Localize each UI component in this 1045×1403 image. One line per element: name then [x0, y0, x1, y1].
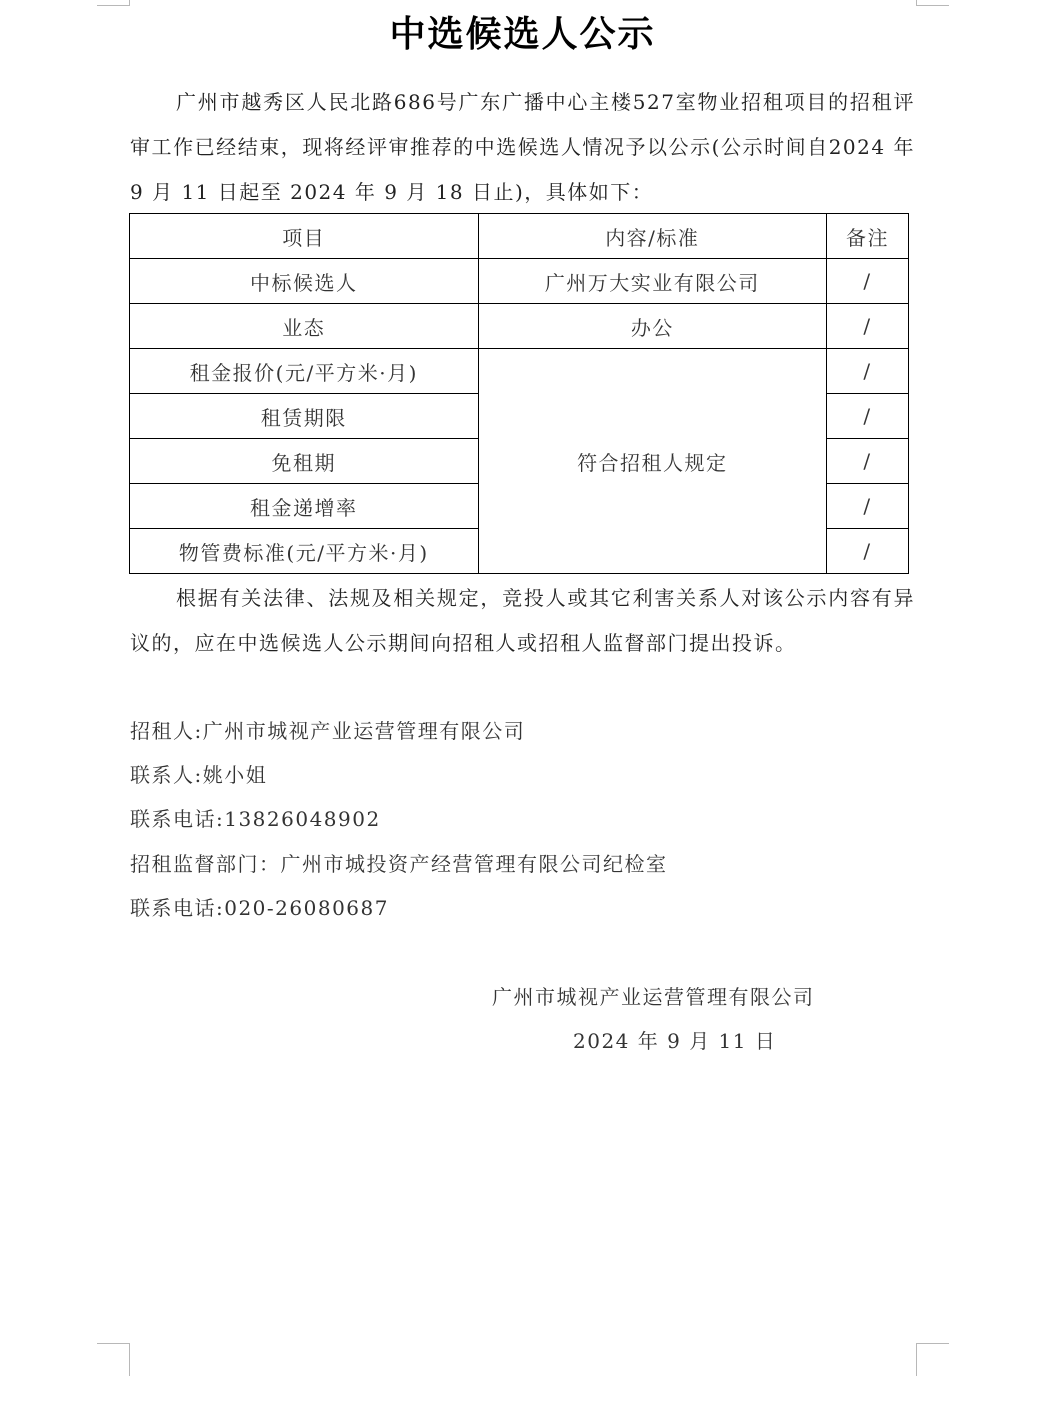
- row-item: 物管费标准(元/平方米·月): [130, 529, 479, 574]
- header-note: 备注: [827, 214, 909, 259]
- notice-paragraph: 根据有关法律、法规及相关规定，竞投人或其它利害关系人对该公示内容有异议的，应在中选候选人公示期间向招租人或招租人监督部门提出投诉。: [130, 586, 915, 655]
- row-item: 业态: [130, 304, 479, 349]
- row-note: /: [827, 394, 909, 439]
- row-note: /: [827, 349, 909, 394]
- row-content: 广州万大实业有限公司: [478, 259, 827, 304]
- contact-person-line: 联系人:姚小姐: [130, 763, 268, 787]
- table-row: [130, 304, 909, 349]
- signature-company: 广州市城视产业运营管理有限公司: [492, 985, 815, 1009]
- row-note: /: [827, 259, 909, 304]
- lessor-line: 招租人:广州市城视产业运营管理有限公司: [130, 719, 526, 743]
- page-corner-mark-bottom-left: [97, 1343, 130, 1376]
- intro-paragraph: 广州市越秀区人民北路686号广东广播中心主楼527室物业招租项目的招租评审工作已经结束，现将经评审推荐的中选候选人情况予以公示(公示时间自2024 年 9 月 11 日起至 2024 年 9 月 18 日止)，具体如下：: [130, 90, 915, 204]
- page-corner-mark-top-left: [97, 0, 130, 6]
- row-item: 租金报价(元/平方米·月): [130, 349, 479, 394]
- row-item: 中标候选人: [130, 259, 479, 304]
- table-row: [130, 259, 909, 304]
- table-header-row: [130, 214, 909, 259]
- row-item: 租金递增率: [130, 484, 479, 529]
- merged-content-cell: 符合招租人规定: [478, 349, 827, 574]
- page-corner-mark-top-right: [916, 0, 949, 6]
- signature-date: 2024 年 9 月 11 日: [573, 1029, 777, 1053]
- row-note: /: [827, 439, 909, 484]
- row-item: 租赁期限: [130, 394, 479, 439]
- document-title: 中选候选人公示: [389, 14, 656, 55]
- supervisor-phone-line: 联系电话:020-26080687: [130, 896, 389, 920]
- page-corner-mark-bottom-right: [916, 1343, 949, 1376]
- row-item: 免租期: [130, 439, 479, 484]
- candidate-table: [129, 213, 909, 574]
- supervisor-line: 招租监督部门：广州市城投资产经营管理有限公司纪检室: [130, 852, 668, 876]
- row-note: /: [827, 304, 909, 349]
- header-content: 内容/标准: [478, 214, 827, 259]
- table-row: [130, 349, 909, 394]
- row-note: /: [827, 484, 909, 529]
- header-item: 项目: [130, 214, 479, 259]
- phone-line: 联系电话:13826048902: [130, 807, 381, 831]
- row-content: 办公: [478, 304, 827, 349]
- row-note: /: [827, 529, 909, 574]
